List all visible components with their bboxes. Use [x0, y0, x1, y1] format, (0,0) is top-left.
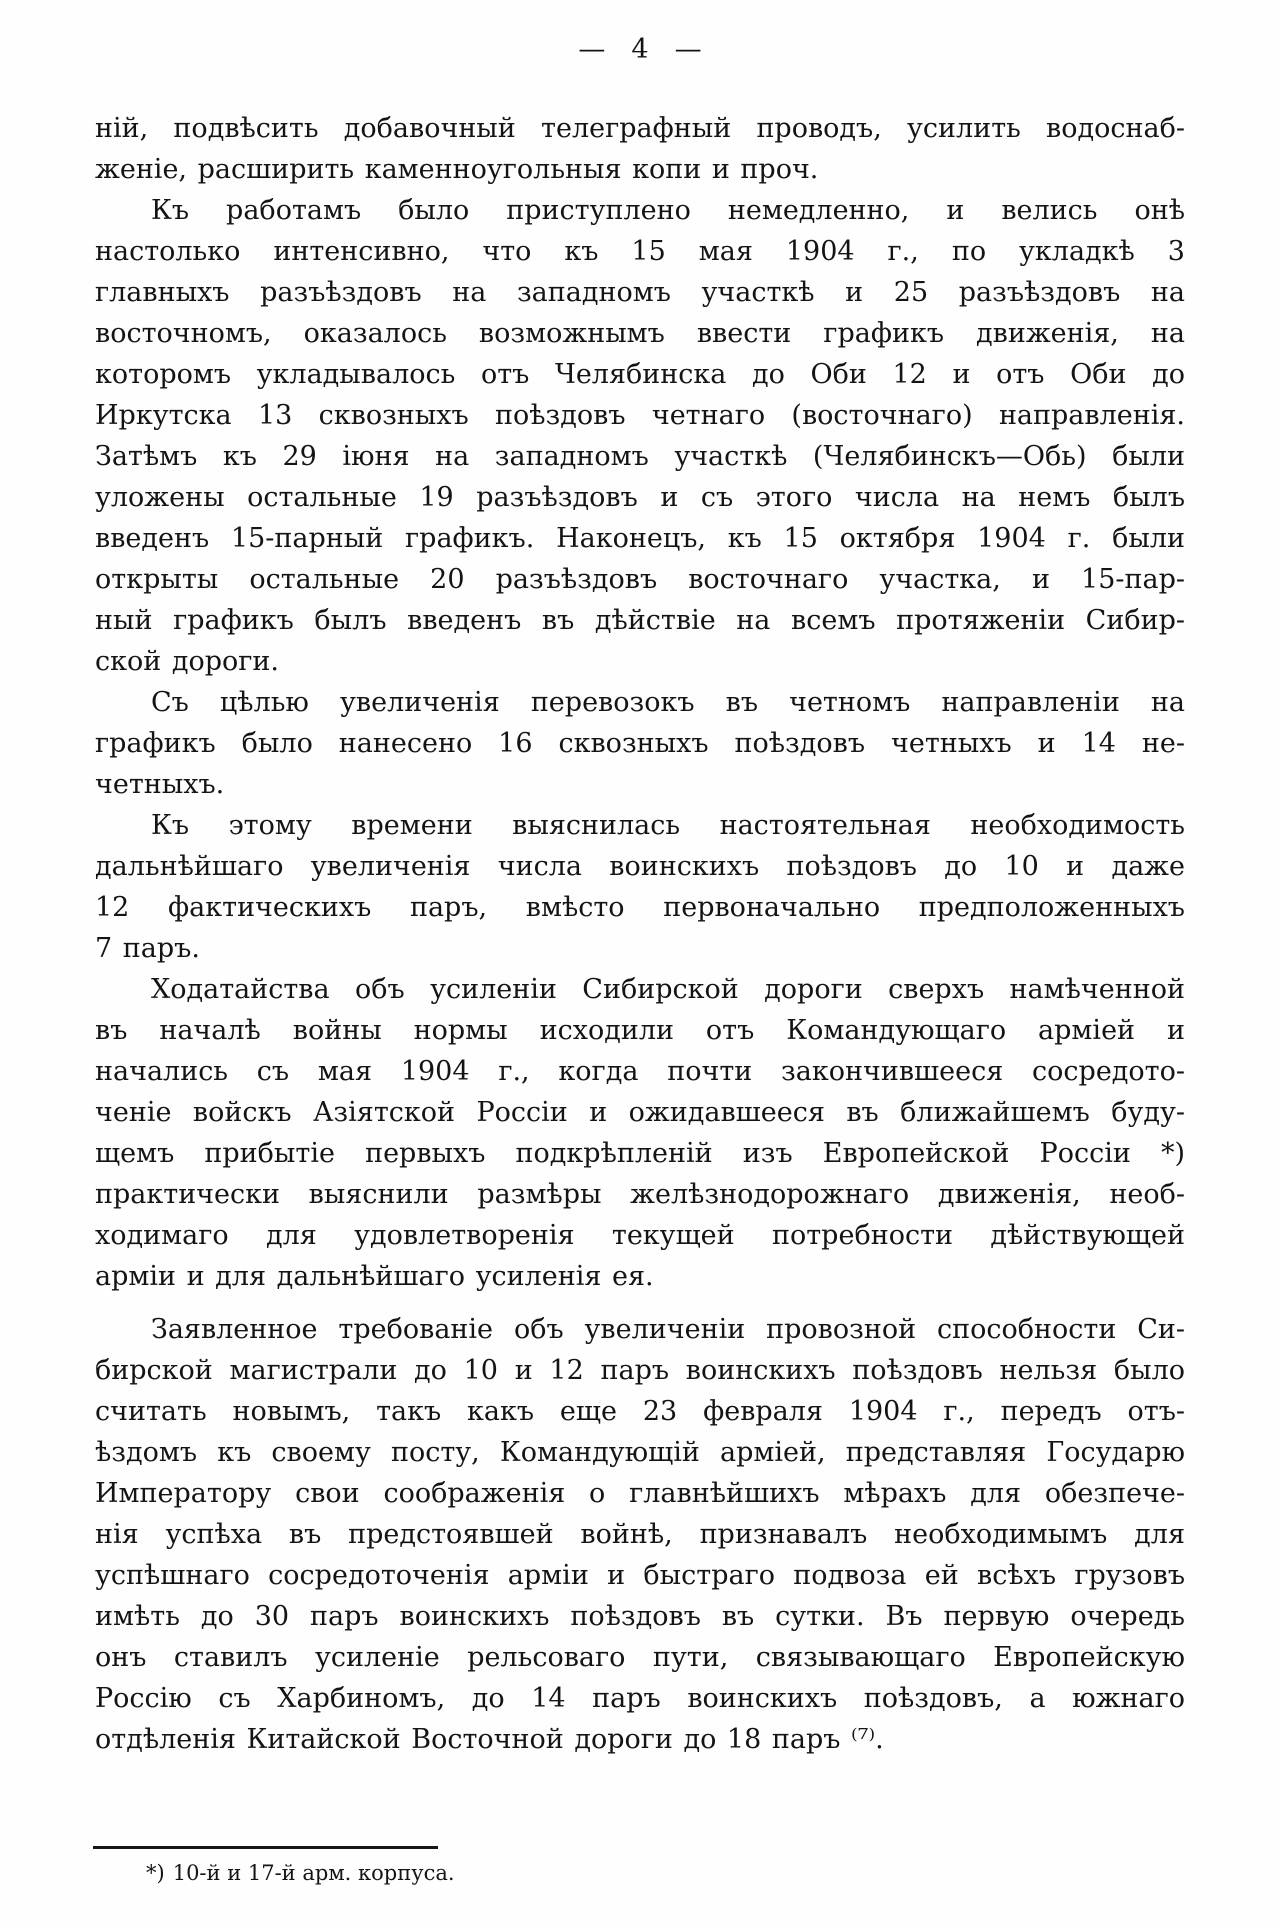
text-line: практически выяснили размѣры желѣзнодорожнаго движенія, необ- — [95, 1179, 1185, 1210]
paragraph — [95, 108, 1185, 190]
text-line: настолько интенсивно, что къ 15 мая 1904 г., по укладкѣ 3 — [95, 236, 1185, 267]
text-line: ходимаго для удовлетворенія текущей потребности дѣйствующей — [95, 1220, 1185, 1251]
text-line: ской дороги. — [95, 646, 279, 677]
page-number: 4 — [631, 34, 649, 65]
text-line: которомъ укладывалось отъ Челябинска до Оби 12 и отъ Оби до — [95, 359, 1185, 390]
footnote-divider — [93, 1846, 438, 1849]
footnote — [146, 1858, 455, 1888]
text-line: ченіе войскъ Азіятской Россіи и ожидавшееся въ ближайшемъ буду- — [95, 1097, 1185, 1128]
footnote-marker: *) — [146, 1861, 165, 1885]
paragraph — [95, 682, 1185, 805]
text-line: Къ этому времени выяснилась настоятельная необходимость — [151, 810, 1185, 841]
text-line: 12 фактическихъ паръ, вмѣсто первоначально предположенныхъ — [95, 892, 1185, 923]
paragraph — [95, 805, 1185, 969]
footnote-text: 10-й и 17-й арм. корпуса. — [172, 1861, 455, 1885]
header-left-dash: — — [578, 34, 606, 65]
text-block — [95, 108, 1185, 1760]
header-right-dash: — — [674, 34, 702, 65]
text-line: Затѣмъ къ 29 іюня на западномъ участкѣ (Челябинскъ—Обь) были — [95, 441, 1185, 472]
text-line: четныхъ. — [95, 769, 225, 800]
text-line: введенъ 15-парный графикъ. Наконецъ, къ 15 октября 1904 г. были — [95, 523, 1185, 554]
text-line: открыты остальные 20 разъѣздовъ восточнаго участка, и 15-пар- — [95, 564, 1185, 595]
text-line: Ходатайства объ усиленіи Сибирской дороги сверхъ намѣченной — [151, 974, 1185, 1005]
text-line: ній, подвѣсить добавочный телеграфный проводъ, усилить водоснаб- — [95, 113, 1185, 144]
text-line: щемъ прибытіе первыхъ подкрѣпленій изъ Европейской Россіи *) — [95, 1138, 1185, 1169]
text-line: дальнѣйшаго увеличенія числа воинскихъ поѣздовъ до 10 и даже — [95, 851, 1185, 882]
text-line: 7 паръ. — [95, 933, 200, 964]
text-line: нія успѣха въ предстоявшей войнѣ, признавалъ необходимымъ для — [95, 1519, 1185, 1550]
text-line: Заявленное требованіе объ увеличеніи провозной способности Си- — [151, 1314, 1185, 1345]
paragraph — [95, 969, 1185, 1297]
text-line: арміи и для дальнѣйшаго усиленія ея. — [95, 1261, 654, 1292]
paragraph — [95, 1309, 1185, 1760]
text-line: Россію съ Харбиномъ, до 14 паръ воинскихъ поѣздовъ, а южнаго — [95, 1683, 1185, 1714]
text-line: имѣть до 30 паръ воинскихъ поѣздовъ въ сутки. Въ первую очередь — [95, 1601, 1185, 1632]
text-line: онъ ставилъ усиленіе рельсоваго пути, связывающаго Европейскую — [95, 1642, 1185, 1673]
page-header — [0, 34, 1280, 65]
paragraph — [95, 190, 1185, 682]
text-line: ный графикъ былъ введенъ въ дѣйствіе на всемъ протяженіи Сибир- — [95, 605, 1185, 636]
text-line: начались съ мая 1904 г., когда почти закончившееся сосредото- — [95, 1056, 1185, 1087]
text-line: женіе, расширить каменноугольныя копи и проч. — [95, 154, 819, 185]
text-line: успѣшнаго сосредоточенія арміи и быстраго подвоза ей всѣхъ грузовъ — [95, 1560, 1185, 1591]
text-line: главныхъ разъѣздовъ на западномъ участкѣ и 25 разъѣздовъ на — [95, 277, 1185, 308]
text-line: бирской магистрали до 10 и 12 паръ воинскихъ поѣздовъ нельзя было — [95, 1355, 1185, 1386]
text-line: Иркутска 13 сквозныхъ поѣздовъ четнаго (восточнаго) направленія. — [95, 400, 1185, 431]
text-line: въ началѣ войны нормы исходили отъ Командующаго арміей и — [95, 1015, 1185, 1046]
text-line: отдѣленія Китайской Восточной дороги до 18 паръ ⁽⁷⁾. — [95, 1724, 884, 1755]
text-line: Къ работамъ было приступлено немедленно, и велись онѣ — [151, 195, 1185, 226]
text-line: уложены остальные 19 разъѣздовъ и съ этого числа на немъ былъ — [95, 482, 1185, 513]
text-line: ѣздомъ къ своему посту, Командующій арміей, представляя Государю — [95, 1437, 1185, 1468]
text-line: восточномъ, оказалось возможнымъ ввести графикъ движенія, на — [95, 318, 1185, 349]
text-line: Императору свои соображенія о главнѣйшихъ мѣрахъ для обезпече- — [95, 1478, 1185, 1509]
text-line: считать новымъ, такъ какъ еще 23 февраля 1904 г., передъ отъ- — [95, 1396, 1185, 1427]
text-line: Съ цѣлью увеличенія перевозокъ въ четномъ направленіи на — [151, 687, 1185, 718]
text-line: графикъ было нанесено 16 сквозныхъ поѣздовъ четныхъ и 14 не- — [95, 728, 1185, 759]
